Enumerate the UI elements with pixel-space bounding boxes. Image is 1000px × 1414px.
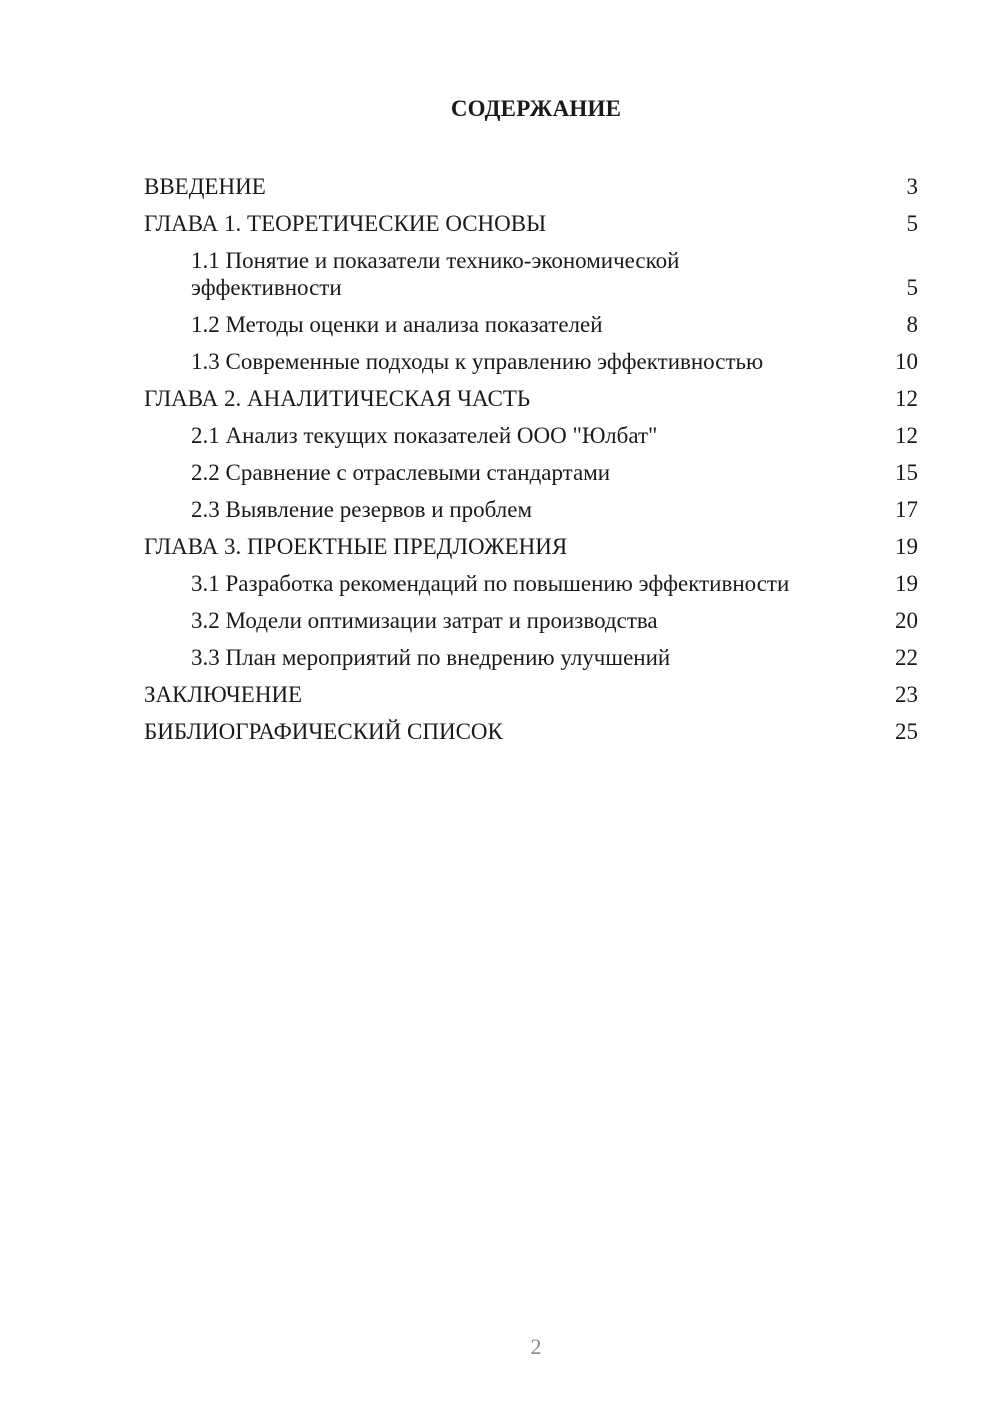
toc-entry-title: 2.3 Выявление резервов и проблем — [191, 497, 533, 522]
toc-entry — [144, 491, 918, 528]
toc-entry-page: 3 — [906, 174, 918, 199]
toc-entry — [144, 242, 918, 306]
toc-entry-page: 23 — [895, 682, 918, 707]
toc-entry-page: 19 — [895, 534, 918, 559]
toc-entry — [144, 205, 918, 242]
page-title: СОДЕРЖАНИЕ — [450, 96, 622, 121]
toc-entry-title: 2.1 Анализ текущих показателей ООО "Юлбат" — [191, 423, 658, 448]
toc-entry — [144, 417, 918, 454]
toc-entry-title: 1.3 Современные подходы к управлению эффективностью — [191, 349, 764, 374]
toc-entry — [144, 380, 918, 417]
toc-entry-title: 3.3 План мероприятий по внедрению улучшений — [191, 645, 671, 670]
toc-entry-page: 8 — [906, 312, 918, 337]
toc-entry-title: ЗАКЛЮЧЕНИЕ — [144, 682, 303, 707]
toc-entry-page: 25 — [895, 719, 918, 744]
toc-entry-title: 2.2 Сравнение с отраслевыми стандартами — [191, 460, 611, 485]
toc-entry-title: 3.2 Модели оптимизации затрат и производства — [191, 608, 658, 633]
toc-entry — [144, 528, 918, 565]
toc-entry-page: 10 — [895, 349, 918, 374]
toc-entry-title: ГЛАВА 3. ПРОЕКТНЫЕ ПРЕДЛОЖЕНИЯ — [144, 534, 568, 559]
toc-entry-page: 12 — [895, 386, 918, 411]
toc-entry — [144, 454, 918, 491]
toc-entry-page: 5 — [906, 211, 918, 236]
toc-entry-page: 19 — [895, 571, 918, 596]
toc-entry-page: 5 — [906, 275, 918, 300]
toc-entry — [144, 676, 918, 713]
toc-entry — [144, 306, 918, 343]
toc-entry-page: 22 — [895, 645, 918, 670]
table-of-contents — [144, 168, 918, 750]
toc-entry-page: 20 — [895, 608, 918, 633]
toc-entry — [144, 168, 918, 205]
toc-entry-title: БИБЛИОГРАФИЧЕСКИЙ СПИСОК — [144, 719, 503, 744]
toc-entry — [144, 639, 918, 676]
toc-entry-page: 12 — [895, 423, 918, 448]
toc-entry-title: ГЛАВА 1. ТЕОРЕТИЧЕСКИЕ ОСНОВЫ — [144, 211, 547, 236]
toc-entry-title: ВВЕДЕНИЕ — [144, 174, 266, 199]
toc-entry — [144, 343, 918, 380]
toc-entry — [144, 565, 918, 602]
toc-entry-title: 3.1 Разработка рекомендаций по повышению эффективности — [191, 571, 790, 596]
page-number: 2 — [530, 1334, 542, 1359]
toc-entry-title: 1.2 Методы оценки и анализа показателей — [191, 312, 603, 337]
toc-entry-page: 15 — [895, 460, 918, 485]
toc-entry — [144, 602, 918, 639]
toc-entry-page: 17 — [895, 497, 918, 522]
toc-entry — [144, 713, 918, 750]
toc-entry-title: ГЛАВА 2. АНАЛИТИЧЕСКАЯ ЧАСТЬ — [144, 386, 531, 411]
toc-entry-title: 1.1 Понятие и показатели технико-экономической эффективности — [191, 248, 680, 300]
